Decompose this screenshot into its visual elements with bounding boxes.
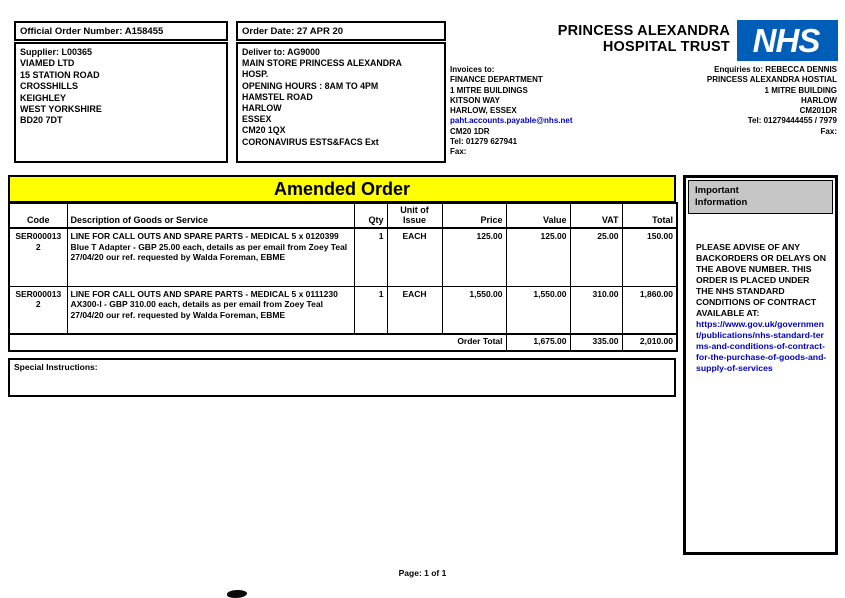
official-order-number-label: Official Order Number: <box>20 26 123 37</box>
enquiries-line: Enquiries to: REBECCA DENNIS <box>714 65 837 74</box>
amended-order-banner <box>8 175 676 203</box>
order-items-table <box>8 202 678 352</box>
invoices-telephone: Tel: 01279 627941 <box>450 137 518 147</box>
deliver-address-line: HARLOW <box>242 103 282 114</box>
item-description: LINE FOR CALL OUTS AND SPARE PARTS - MEDICAL 5 x 0111230 AX300-I - GBP 310.00 each, details as per email from Zoey Teal 27/04/20 our ref. requested by Walda Foreman, EBME <box>67 286 354 334</box>
item-code: SER0000132 <box>9 228 67 286</box>
column-header-qty: Qty <box>354 203 387 228</box>
invoices-fax: Fax: <box>450 147 467 157</box>
page-number: Page: 1 of 1 <box>398 568 447 578</box>
invoices-address-line: KITSON WAY <box>450 95 500 105</box>
special-instructions-label: Special Instructions: <box>14 362 98 372</box>
order-date-value: 27 APR 20 <box>296 26 344 37</box>
item-unit: EACH <box>387 228 442 286</box>
order-total-vat: 335.00 <box>570 334 622 351</box>
invoices-address-line: CM20 1DR <box>450 126 490 136</box>
important-information-panel <box>683 175 838 555</box>
column-header-value: Value <box>506 203 570 228</box>
column-header-total: Total <box>622 203 677 228</box>
scan-artifact <box>227 590 247 598</box>
invoices-address-line: FINANCE DEPARTMENT <box>450 75 543 85</box>
nhs-contract-terms-url-link[interactable]: https://www.gov.uk/government/publications/nhs-standard-terms-and-conditions-of-contract-for-the-purchase-of-goods-and-supply-of-services <box>696 319 827 373</box>
deliver-address-line: CM20 1QX <box>242 125 286 136</box>
item-total: 150.00 <box>622 228 677 286</box>
deliver-address-line: OPENING HOURS : 8AM TO 4PM <box>242 80 379 91</box>
trust-name-line1: PRINCESS ALEXANDRA <box>557 23 730 39</box>
trust-name <box>440 24 730 55</box>
enquiries-fax: Fax: <box>820 126 837 136</box>
supplier-address-line: CROSSHILLS <box>20 81 79 92</box>
supplier-box <box>14 42 228 163</box>
deliver-to-box <box>236 42 446 163</box>
order-total-label: Order Total <box>9 334 506 351</box>
deliver-address-line: ESSEX <box>242 114 272 125</box>
deliver-address-line: HOSP. <box>242 69 269 80</box>
order-date-label: Order Date: <box>242 26 295 37</box>
table-row <box>9 286 677 334</box>
official-order-number-box <box>14 21 228 41</box>
enquiries-line: HARLOW <box>801 95 837 105</box>
order-total-row <box>9 334 677 351</box>
nhs-logo-text: NHS <box>752 22 820 59</box>
order-total-total: 2,010.00 <box>622 334 677 351</box>
supplier-address-line: BD20 7DT <box>20 115 63 126</box>
enquiries-line: 1 MITRE BUILDING <box>764 85 837 95</box>
amended-order-title: Amended Order <box>273 179 411 199</box>
enquiries-telephone: Tel: 01279444455 / 7979 <box>747 116 837 126</box>
trust-name-line2: HOSPITAL TRUST <box>602 38 730 55</box>
order-total-value: 1,675.00 <box>506 334 570 351</box>
column-header-unit-of-issue: Unit of Issue <box>387 203 442 228</box>
item-vat: 25.00 <box>570 228 622 286</box>
item-value: 1,550.00 <box>506 286 570 334</box>
item-code: SER0000132 <box>9 286 67 334</box>
item-qty: 1 <box>354 286 387 334</box>
item-price: 125.00 <box>442 228 506 286</box>
invoices-to-label: Invoices to: <box>450 65 495 74</box>
supplier-label: Supplier: <box>20 47 60 57</box>
item-qty: 1 <box>354 228 387 286</box>
deliver-address-line: MAIN STORE PRINCESS ALEXANDRA <box>242 58 402 69</box>
item-price: 1,550.00 <box>442 286 506 334</box>
supplier-code: L00365 <box>61 47 93 57</box>
important-information-title: Important Information <box>695 185 748 208</box>
important-information-body <box>686 216 835 374</box>
enquiries-line: PRINCESS ALEXANDRA HOSTIAL <box>706 75 837 85</box>
item-value: 125.00 <box>506 228 570 286</box>
invoices-address-line: HARLOW, ESSEX <box>450 106 517 116</box>
deliver-to-label: Deliver to: <box>242 47 286 57</box>
supplier-address-line: VIAMED LTD <box>20 58 75 69</box>
order-date-box <box>236 21 446 41</box>
enquiries-to-block <box>610 65 837 137</box>
nhs-logo <box>737 20 838 61</box>
item-description: LINE FOR CALL OUTS AND SPARE PARTS - MEDICAL 5 x 0120399 Blue T Adapter - GBP 25.00 each, details as per email from Zoey Teal 27/04/20 our ref. requested by Walda Foreman, EBME <box>67 228 354 286</box>
column-header-code: Code <box>9 203 67 228</box>
special-instructions-box <box>8 358 676 397</box>
column-header-description: Description of Goods or Service <box>67 203 354 228</box>
supplier-address-line: KEIGHLEY <box>20 92 67 103</box>
enquiries-line: CM201DR <box>799 106 837 116</box>
table-header-row <box>9 203 677 228</box>
item-unit: EACH <box>387 286 442 334</box>
deliver-address-line: HAMSTEL ROAD <box>242 91 313 102</box>
column-header-price: Price <box>442 203 506 228</box>
accounts-payable-email-link[interactable]: paht.accounts.payable@nhs.net <box>450 116 573 126</box>
deliver-address-line: CORONAVIRUS ESTS&FACS Ext <box>242 136 379 147</box>
item-vat: 310.00 <box>570 286 622 334</box>
important-information-header <box>688 180 833 214</box>
table-row <box>9 228 677 286</box>
important-information-text: PLEASE ADVISE OF ANY BACKORDERS OR DELAYS ON THE ABOVE NUMBER. THIS ORDER IS PLACED UNDER THE NHS STANDARD CONDITIONS OF CONTRACT AVAILABLE AT: <box>696 242 827 318</box>
invoices-address-line: 1 MITRE BUILDINGS <box>450 85 528 95</box>
deliver-to-code: AG9000 <box>287 47 320 57</box>
official-order-number-value: A158455 <box>124 26 164 37</box>
supplier-address-line: 15 STATION ROAD <box>20 69 100 80</box>
item-total: 1,860.00 <box>622 286 677 334</box>
supplier-address-line: WEST YORKSHIRE <box>20 104 102 115</box>
column-header-vat: VAT <box>570 203 622 228</box>
